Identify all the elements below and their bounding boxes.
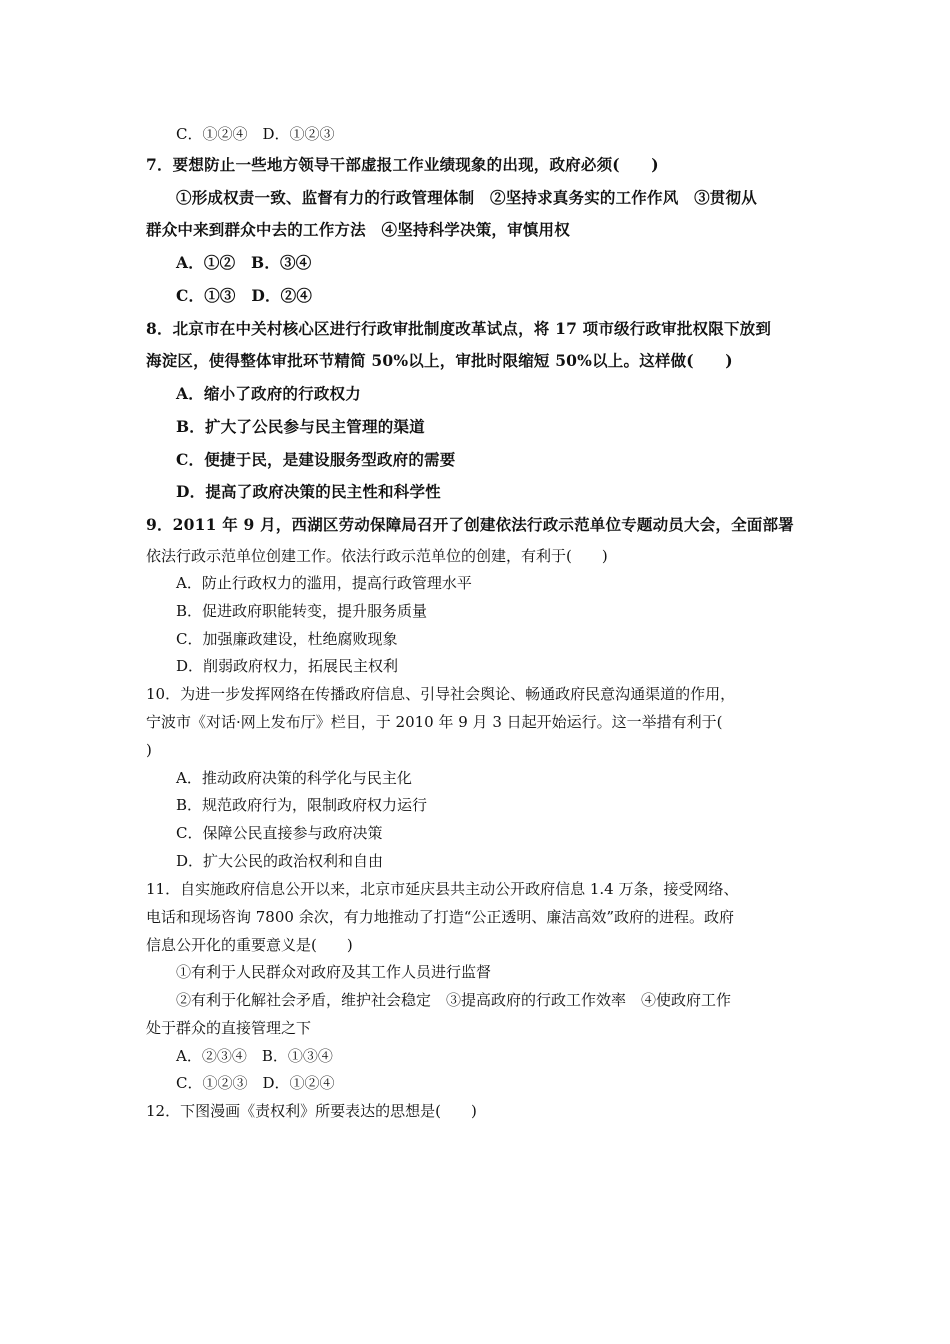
q7-items-line-2: 群众中来到群众中去的工作方法 ④坚持科学决策，审慎用权 xyxy=(146,220,570,239)
q8-stem-line-2: 海淀区，使得整体审批环节精简 50%以上，审批时限缩短 50%以上。这样做( ) xyxy=(146,351,733,370)
q10-option-d: D．扩大公民的政治权利和自由 xyxy=(176,852,384,870)
q11-options-cd: C．①②③ D．①②④ xyxy=(176,1074,335,1092)
q6-options-cd: C．①②④ D．①②③ xyxy=(176,125,335,143)
q11-stem-line-2: 电话和现场咨询 7800 余次，有力地推动了打造“公正透明、廉洁高效”政府的进程。政府 xyxy=(146,908,735,926)
q11-item-3: 处于群众的直接管理之下 xyxy=(146,1019,312,1037)
q11-stem-line-3: 信息公开化的重要意义是( ) xyxy=(146,936,353,954)
q10-stem-line-1: 10．为进一步发挥网络在传播政府信息、引导社会舆论、畅通政府民意沟通渠道的作用， xyxy=(146,685,736,703)
q7-options-ab: A．①② B．③④ xyxy=(176,253,312,272)
q8-option-b: B．扩大了公民参与民主管理的渠道 xyxy=(176,417,425,436)
q7-stem: 7．要想防止一些地方领导干部虚报工作业绩现象的出现，政府必须( ) xyxy=(146,155,659,174)
q11-item-1: ①有利于人民群众对政府及其工作人员进行监督 xyxy=(176,963,492,981)
q9-option-d: D．削弱政府权力，拓展民主权利 xyxy=(176,657,399,675)
q10-option-b: B．规范政府行为，限制政府权力运行 xyxy=(176,796,428,814)
q8-option-d: D．提高了政府决策的民主性和科学性 xyxy=(176,482,441,501)
q9-stem-line-1: 9．2011 年 9 月，西湖区劳动保障局召开了创建依法行政示范单位专题动员大会，全面部署 xyxy=(146,515,794,534)
q10-option-a: A．推动政府决策的科学化与民主化 xyxy=(176,769,412,787)
q12-stem: 12．下图漫画《责权利》所要表达的思想是( ) xyxy=(146,1102,477,1120)
q8-option-a: A．缩小了政府的行政权力 xyxy=(176,384,361,403)
q10-option-c: C．保障公民直接参与政府决策 xyxy=(176,824,383,842)
q9-option-a: A．防止行政权力的滥用，提高行政管理水平 xyxy=(176,574,472,592)
q9-option-c: C．加强廉政建设，杜绝腐败现象 xyxy=(176,630,398,648)
q7-items-line-1: ①形成权责一致、监督有力的行政管理体制 ②坚持求真务实的工作作风 ③贯彻从 xyxy=(176,188,757,207)
q8-stem-line-1: 8．北京市在中关村核心区进行行政审批制度改革试点，将 17 项市级行政审批权限下放到 xyxy=(146,319,772,338)
q8-option-c: C．便捷于民，是建设服务型政府的需要 xyxy=(176,450,456,469)
q9-stem-line-2: 依法行政示范单位创建工作。依法行政示范单位的创建，有利于( ) xyxy=(146,547,608,565)
q11-options-ab: A．②③④ B．①③④ xyxy=(176,1047,333,1065)
q10-stem-line-3: ) xyxy=(146,741,152,759)
q7-options-cd: C．①③ D．②④ xyxy=(176,286,313,305)
q11-stem-line-1: 11．自实施政府信息公开以来，北京市延庆县共主动公开政府信息 1.4 万条，接受网络、 xyxy=(146,880,739,898)
q11-item-2: ②有利于化解社会矛盾，维护社会稳定 ③提高政府的行政工作效率 ④使政府工作 xyxy=(176,991,732,1009)
q9-option-b: B．促进政府职能转变，提升服务质量 xyxy=(176,602,428,620)
q10-stem-line-2: 宁波市《对话·网上发布厅》栏目，于 2010 年 9 月 3 日起开始运行。这一举措有利于( xyxy=(146,713,723,731)
